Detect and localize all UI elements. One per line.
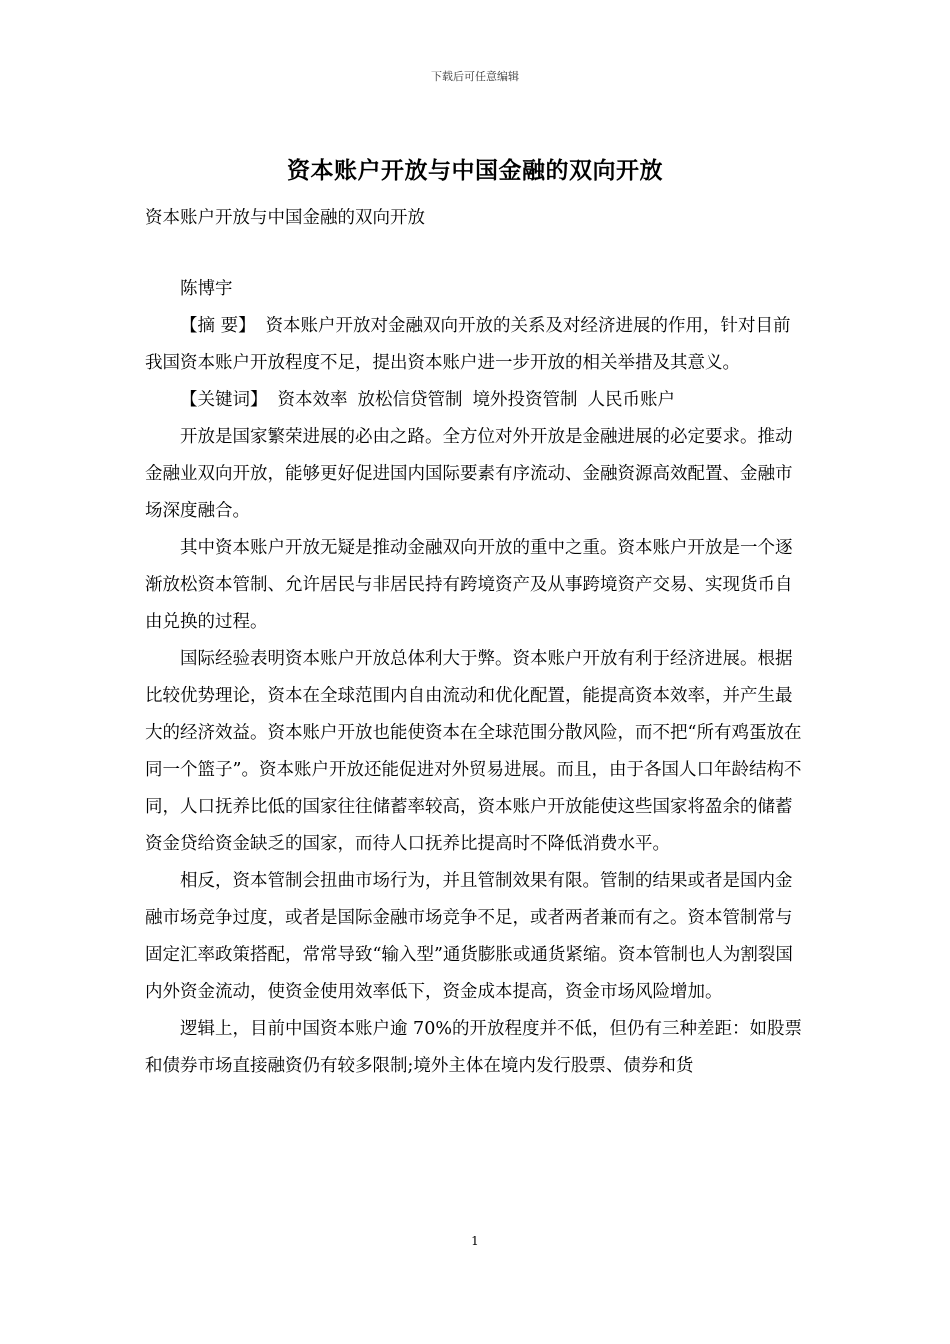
author-name: 陈博宇 xyxy=(180,279,233,299)
keyword-item: 放松信贷管制 xyxy=(357,390,463,410)
keywords-label: 【关键词】 xyxy=(180,390,268,410)
abstract-label: 【摘 要】 xyxy=(180,316,256,336)
page-number: 1 xyxy=(471,1234,479,1248)
body-paragraph: 相反，资本管制会扭曲市场行为，并且管制效果有限。管制的结果或者是国内金融市场竞争过度，或者是国际金融市场竞争不足，或者两者兼而有之。资本管制常与固定汇率政策搭配，常常导致“输入型”通货膨胀或通货紧缩。资本管制也人为割裂国内外资金流动，使资金使用效率低下，资金成本提高，资金市场风险增加。 xyxy=(145,871,793,1002)
document-subtitle: 资本账户开放与中国金融的双向开放 xyxy=(145,208,425,228)
body-paragraph: 其中资本账户开放无疑是推动金融双向开放的重中之重。资本账户开放是一个逐渐放松资本管制、允许居民与非居民持有跨境资产及从事跨境资产交易、实现货币自由兑换的过程。 xyxy=(145,538,793,632)
document-body xyxy=(145,200,805,1085)
keyword-item: 境外投资管制 xyxy=(472,390,578,410)
keyword-item: 人民币账户 xyxy=(587,390,675,410)
abstract-paragraph xyxy=(145,308,805,382)
keyword-item: 资本效率 xyxy=(277,390,348,410)
body-paragraph: 逻辑上，目前中国资本账户逾 70%的开放程度并不低，但仍有三种差距：如股票和债券市场直接融资仍有较多限制;境外主体在境内发行股票、债券和货 xyxy=(145,1019,802,1076)
document-title: 资本账户开放与中国金融的双向开放 xyxy=(287,157,663,184)
spacer xyxy=(145,237,805,271)
abstract-text: 资本账户开放对金融双向开放的关系及对经济进展的作用，针对目前我国资本账户开放程度不足，提出资本账户进一步开放的相关举措及其意义。 xyxy=(145,316,791,373)
header-note: 下载后可任意编辑 xyxy=(431,70,519,83)
body-paragraph: 开放是国家繁荣进展的必由之路。全方位对外开放是金融进展的必定要求。推动金融业双向开放，能够更好促进国内国际要素有序流动、金融资源高效配置、金融市场深度融合。 xyxy=(145,427,793,521)
keywords-paragraph xyxy=(145,382,805,419)
body-paragraph: 国际经验表明资本账户开放总体利大于弊。资本账户开放有利于经济进展。根据比较优势理论，资本在全球范围内自由流动和优化配置，能提高资本效率，并产生最大的经济效益。资本账户开放也能使资本在全球范围分散风险，而不把“所有鸡蛋放在同一个篮子”。资本账户开放还能促进对外贸易进展。而且，由于各国人口年龄结构不同，人口抚养比低的国家往往储蓄率较高，资本账户开放能使这些国家将盈余的储蓄资金贷给资金缺乏的国家，而待人口抚养比提高时不降低消费水平。 xyxy=(145,649,802,854)
